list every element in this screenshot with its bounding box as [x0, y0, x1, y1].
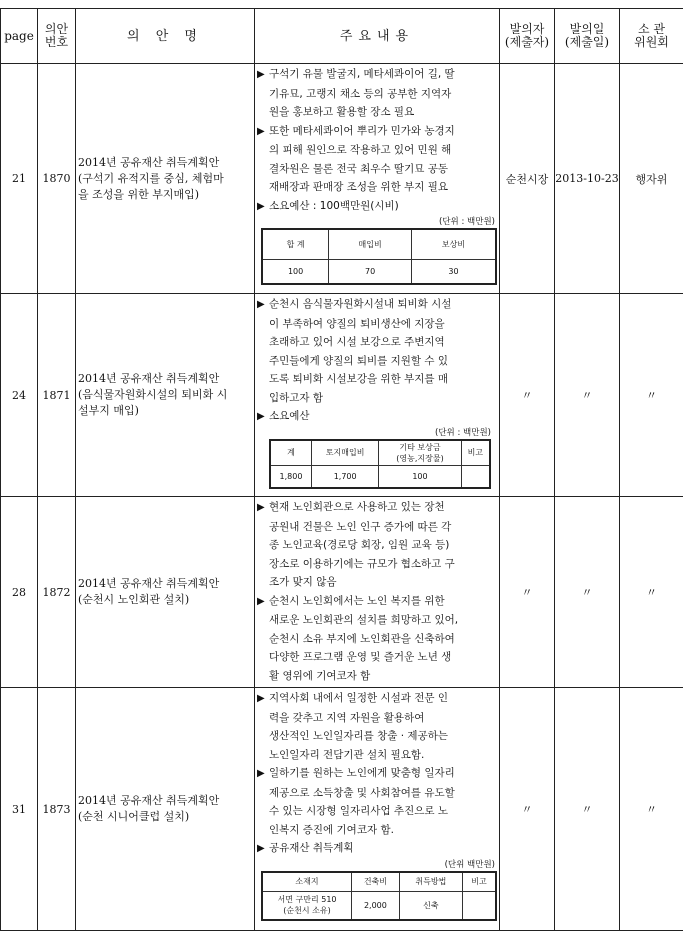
budget-value: 1,800 [270, 466, 311, 488]
header-bill-no: 의안 번호 [38, 9, 76, 64]
page-cell: 21 [1, 64, 38, 294]
bullet-item: ▶ 소요예산 [257, 407, 497, 427]
date-cell: 〃 [555, 688, 620, 931]
page-cell: 28 [1, 497, 38, 688]
committee-cell: 〃 [620, 688, 683, 931]
budget-header: 비고 [461, 440, 490, 466]
bullet-item: ▶ 순천시 음식물자원화시설내 퇴비화 시설 이 부족하여 양질의 퇴비생산에 지장을 초래하고 있어 시설 보강으로 주변지역 주민들에게 양질의 퇴비를 지원할 수 있 도록 퇴비화 시설보강을 위한 부지를 매 입하고자 함 [257, 298, 452, 404]
budget-location: 서면 구만리 510 (순천시 소유) [262, 892, 352, 920]
header-row [1, 9, 683, 64]
budget-header: 기타 보상금 (영농,지장물) [379, 440, 461, 466]
budget-value [462, 892, 496, 920]
bill-no-cell: 1873 [38, 688, 76, 931]
header-date: 발의일 (제출일) [555, 9, 620, 64]
budget-value: 70 [329, 259, 412, 284]
proposer-cell: 〃 [500, 688, 555, 931]
date-cell: 〃 [555, 497, 620, 688]
triangle-bullet-icon: ▶ [257, 411, 265, 422]
budget-table [269, 439, 491, 489]
date-cell: 〃 [555, 294, 620, 497]
budget-table [261, 871, 497, 921]
triangle-bullet-icon: ▶ [257, 125, 265, 137]
budget-header: 비고 [462, 872, 496, 892]
budget-header: 합 계 [262, 229, 329, 259]
triangle-bullet-icon: ▶ [257, 693, 265, 704]
budget-header: 건축비 [352, 872, 400, 892]
triangle-bullet-icon: ▶ [257, 595, 265, 607]
bullet-item: ▶ 순천시 노인회에서는 노인 복지를 위한 새로운 노인회관의 설치를 희망하고 있어, 순천시 소유 부지에 노인회관을 신축하여 다양한 프로그램 운영 및 즐거운 노년 생 활 영위에 기여코자 함 [257, 594, 459, 682]
bullet-item: ▶ 구석기 유물 발굴지, 메타세콰이어 길, 딸 기유묘, 고랭지 채소 등의 공부한 지역자 원을 홍보하고 활용할 장소 필요 [257, 68, 455, 118]
bullet-item: ▶ 일하기를 원하는 노인에게 맞춤형 일자리 제공으로 소득창출 및 사회참여를 유도할 수 있는 시장형 일자리사업 추진으로 노 인복지 증진에 기여코자 함. [257, 767, 455, 836]
bill-no-cell: 1872 [38, 497, 76, 688]
proposer-cell: 〃 [500, 497, 555, 688]
committee-cell: 〃 [620, 497, 683, 688]
budget-header: 계 [270, 440, 311, 466]
budget-value: 2,000 [352, 892, 400, 920]
content-cell [255, 294, 500, 497]
header-bill-name: 의 안 명 [76, 9, 255, 64]
budget-value: 1,700 [311, 466, 378, 488]
budget-header: 토지매입비 [311, 440, 378, 466]
budget-table [261, 228, 497, 285]
bill-title: 2014년 공유재산 취득계획안 (순천 시니어클럽 설치) [76, 688, 255, 931]
bill-no-cell: 1871 [38, 294, 76, 497]
budget-value: 신축 [399, 892, 462, 920]
header-proposer: 발의자 (제출자) [500, 9, 555, 64]
bill-title: 2014년 공유재산 취득계획안 (음식물자원화시설의 퇴비화 시 설부지 매입) [76, 294, 255, 497]
table-row [1, 497, 683, 688]
header-committee: 소 관 위원회 [620, 9, 683, 64]
proposer-cell: 〃 [500, 294, 555, 497]
content-cell [255, 688, 500, 931]
bill-title: 2014년 공유재산 취득계획안 (순천시 노인회관 설치) [76, 497, 255, 688]
bullet-item: ▶ 소요예산 : 100백만원(시비) [257, 197, 497, 217]
committee-cell: 행자위 [620, 64, 683, 294]
page-cell: 24 [1, 294, 38, 497]
budget-header: 취득방법 [399, 872, 462, 892]
table-row [1, 688, 683, 931]
committee-cell: 〃 [620, 294, 683, 497]
bullet-item: ▶ 지역사회 내에서 일정한 시설과 전문 인 력을 갖추고 지역 자원을 활용하여 생산적인 노인일자리를 창출 · 제공하는 노인일자리 전담기관 설치 필요함. [257, 692, 448, 761]
budget-unit: (단위 : 백만원) [435, 427, 491, 438]
proposer-cell: 순천시장 [500, 64, 555, 294]
budget-value: 30 [412, 259, 497, 284]
triangle-bullet-icon: ▶ [257, 299, 265, 310]
bill-no-cell: 1870 [38, 64, 76, 294]
budget-value [461, 466, 490, 488]
budget-unit: (단위 : 백만원) [439, 217, 495, 227]
budget-header: 매입비 [329, 229, 412, 259]
budget-unit: (단위 백만원) [444, 859, 495, 870]
content-cell [255, 497, 500, 688]
bullet-item: ▶ 공유재산 취득계획 [257, 839, 497, 859]
bill-title: 2014년 공유재산 취득계획안 (구석기 유적지를 중심, 체험마 을 조성을 위한 부지매입) [76, 64, 255, 294]
table-row [1, 64, 683, 294]
date-cell: 2013-10-23 [555, 64, 620, 294]
triangle-bullet-icon: ▶ [257, 200, 265, 212]
budget-value: 100 [379, 466, 461, 488]
header-page: page [1, 9, 38, 64]
page-cell: 31 [1, 688, 38, 931]
triangle-bullet-icon: ▶ [257, 69, 265, 80]
bullet-item: ▶ 또한 메타세콰이어 뿌리가 민가와 농경지 의 피해 원인으로 작용하고 있어 민원 해 결차원은 물론 전국 최우수 딸기묘 공동 재배장과 판매장 조성을 위한 부지 필요 [257, 124, 455, 193]
table-row [1, 294, 683, 497]
budget-header: 소재지 [262, 872, 352, 892]
budget-header: 보상비 [412, 229, 497, 259]
triangle-bullet-icon: ▶ [257, 502, 265, 513]
bullet-item: ▶ 현재 노인회관으로 사용하고 있는 장천 공원내 건물은 노인 인구 증가에 따른 각 종 노인교육(경로당 회장, 임원 교육 등) 장소로 이용하기에는 규모가 협소하고 구 조가 맞지 않음 [257, 501, 455, 588]
content-cell [255, 64, 500, 294]
triangle-bullet-icon: ▶ [257, 843, 265, 854]
bill-list-table [0, 8, 683, 931]
budget-value: 100 [262, 259, 329, 284]
header-content: 주요내용 [255, 9, 500, 64]
triangle-bullet-icon: ▶ [257, 768, 265, 779]
